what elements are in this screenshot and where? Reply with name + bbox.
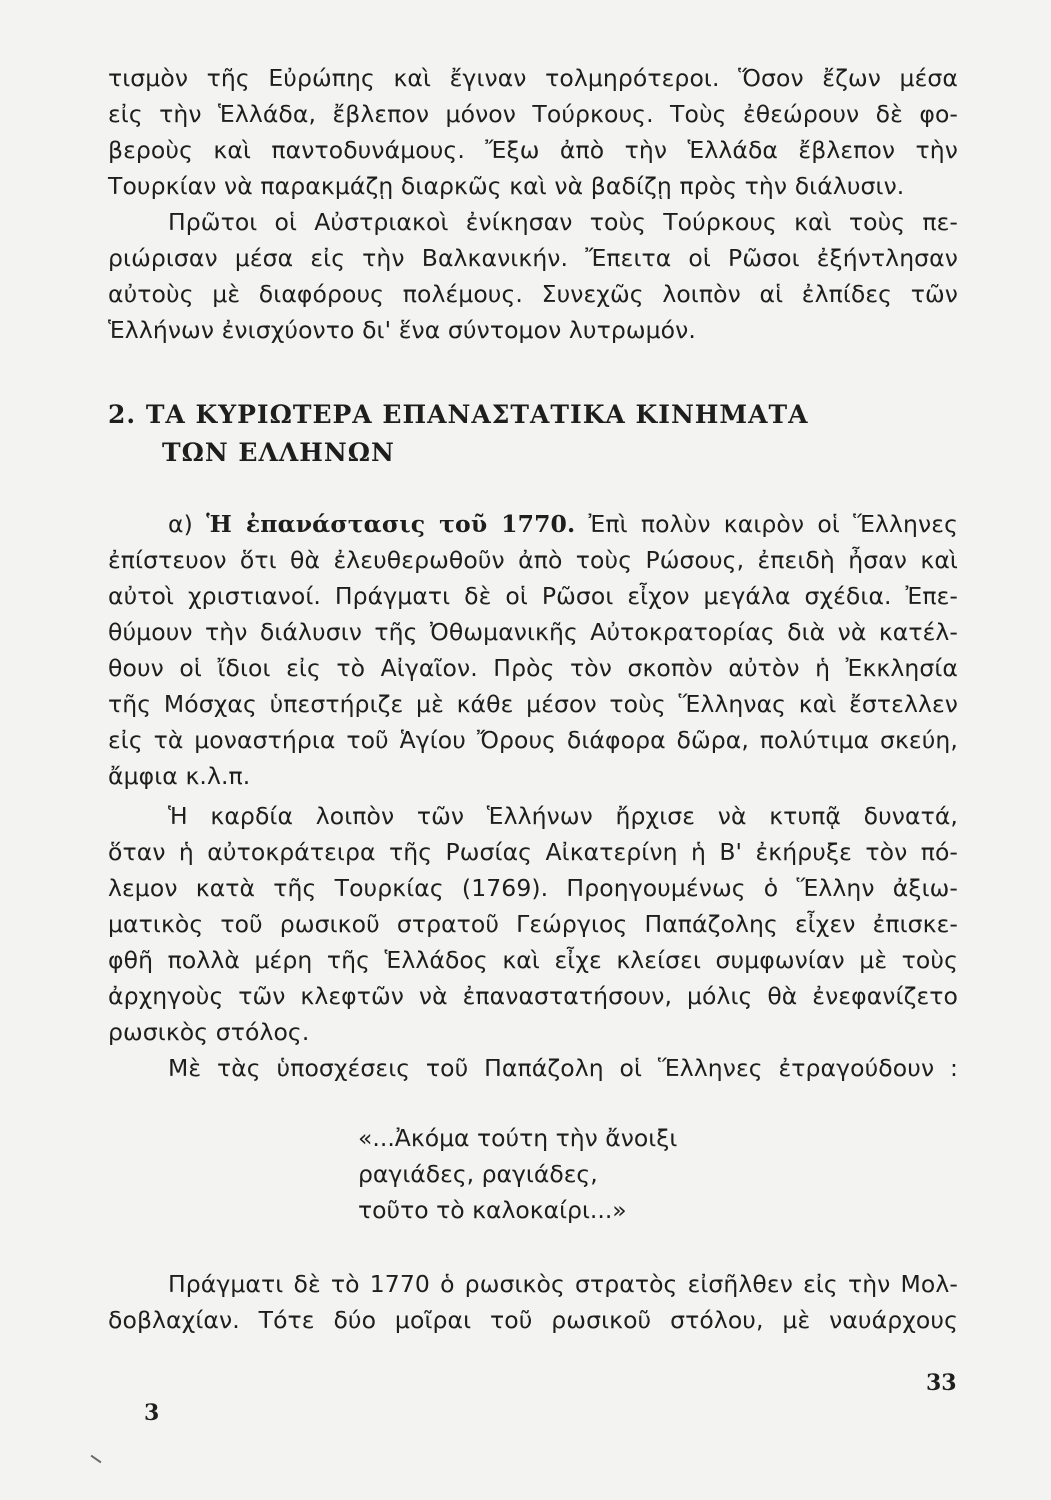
- text-line: Πρῶτοι οἱ Αὐστριακοὶ ἐνίκησαν τοὺς Τούρκους καὶ τοὺς πε-: [168, 208, 958, 236]
- text-line: τῆς Μόσχας ὑπεστήριζε μὲ κάθε μέσον τοὺς Ἕλληνας καὶ ἔστελλεν: [108, 690, 958, 718]
- text-line: Μὲ τὰς ὑποσχέσεις τοῦ Παπάζολη οἱ Ἕλληνες ἐτραγούδουν :: [168, 1054, 958, 1082]
- signature-mark: 3: [144, 1400, 160, 1426]
- text-line: ρωσικὸς στόλος.: [108, 1018, 310, 1046]
- text-line: εἰς τὴν Ἑλλάδα, ἔβλεπον μόνον Τούρκους. Τοὺς ἐθεώρουν δὲ φο-: [108, 100, 958, 128]
- section-number: 2.: [108, 400, 137, 429]
- text-line: Πράγματι δὲ τὸ 1770 ὁ ρωσικὸς στρατὸς εἰσῆλθεν εἰς τὴν Μολ-: [168, 1270, 958, 1298]
- section-heading: [108, 400, 809, 429]
- text-line: θύμουν τὴν διάλυσιν τῆς Ὀθωμανικῆς Αὐτοκρατορίας διὰ νὰ κατέλ-: [108, 618, 958, 646]
- text-line: ριώρισαν μέσα εἰς τὴν Βαλκανικήν. Ἔπειτα οἱ Ρῶσοι ἐξήντλησαν: [108, 244, 958, 272]
- section-title-line2: ΤΩΝ ΕΛΛΗΝΩΝ: [162, 438, 395, 467]
- text-line: βεροὺς καὶ παντοδυνάμους. Ἔξω ἀπὸ τὴν Ἑλλάδα ἔβλεπον τὴν: [108, 136, 958, 164]
- text-line: ἀρχηγοὺς τῶν κλεφτῶν νὰ ἐπαναστατήσουν, μόλις θὰ ἐνεφανίζετο: [108, 982, 958, 1010]
- text-line: αὐτοὺς μὲ διαφόρους πολέμους. Συνεχῶς λοιπὸν αἱ ἐλπίδες τῶν: [108, 280, 958, 308]
- text-line: ἐπίστευον ὅτι θὰ ἐλευθερωθοῦν ἀπὸ τοὺς Ρώσους, ἐπειδὴ ἦσαν καὶ: [108, 546, 958, 574]
- text-line: τισμὸν τῆς Εὐρώπης καὶ ἔγιναν τολμηρότεροι. Ὅσον ἔζων μέσα: [108, 64, 958, 92]
- page-number: 33: [926, 1370, 957, 1396]
- subsection-line: [168, 508, 958, 540]
- subsection-text: Ἐπὶ πολὺν καιρὸν οἱ Ἕλληνες: [588, 510, 958, 538]
- subsection-label: α): [168, 510, 193, 538]
- text-line: δοβλαχίαν. Τότε δύο μοῖραι τοῦ ρωσικοῦ στόλου, μὲ ναυάρχους: [108, 1306, 958, 1334]
- text-line: φθῆ πολλὰ μέρη τῆς Ἑλλάδος καὶ εἶχε κλείσει συμφωνίαν μὲ τοὺς: [108, 946, 958, 974]
- text-line: ἄμφια κ.λ.π.: [108, 762, 251, 790]
- verse-line: «...Ἀκόμα τούτη τὴν ἄνοιξι: [358, 1124, 678, 1152]
- text-line: Ἡ καρδία λοιπὸν τῶν Ἑλλήνων ἤρχισε νὰ κτυπᾷ δυνατά,: [168, 802, 958, 830]
- text-line: λεμον κατὰ τῆς Τουρκίας (1769). Προηγουμένως ὁ Ἕλλην ἀξιω-: [108, 874, 958, 902]
- ink-smudge: [91, 1455, 102, 1464]
- text-line: θουν οἱ ἴδιοι εἰς τὸ Αἰγαῖον. Πρὸς τὸν σκοπὸν αὐτὸν ἡ Ἐκκλησία: [108, 654, 958, 682]
- verse-line: τοῦτο τὸ καλοκαίρι...»: [358, 1196, 627, 1224]
- text-line: ματικὸς τοῦ ρωσικοῦ στρατοῦ Γεώργιος Παπάζολης εἶχεν ἐπισκε-: [108, 910, 958, 938]
- text-line: αὐτοὶ χριστιανοί. Πράγματι δὲ οἱ Ρῶσοι εἶχον μεγάλα σχέδια. Ἐπε-: [108, 582, 958, 610]
- text-line: ὅταν ἡ αὐτοκράτειρα τῆς Ρωσίας Αἰκατερίνη ἡ Β' ἐκήρυξε τὸν πό-: [108, 838, 958, 866]
- text-line: Τουρκίαν νὰ παρακμάζῃ διαρκῶς καὶ νὰ βαδίζῃ πρὸς τὴν διάλυσιν.: [108, 172, 905, 200]
- verse-line: ραγιάδες, ραγιάδες,: [358, 1160, 598, 1188]
- subsection-title: Ἡ ἐπανάστασις τοῦ 1770.: [206, 510, 576, 538]
- text-line: Ἑλλήνων ἐνισχύοντο δι' ἕνα σύντομον λυτρωμόν.: [108, 316, 696, 344]
- section-title-line1: ΤΑ ΚΥΡΙΩΤΕΡΑ ΕΠΑΝΑΣΤΑΤΙΚΑ ΚΙΝΗΜΑΤΑ: [145, 400, 809, 429]
- text-line: εἰς τὰ μοναστήρια τοῦ Ἁγίου Ὄρους διάφορα δῶρα, πολύτιμα σκεύη,: [108, 726, 958, 754]
